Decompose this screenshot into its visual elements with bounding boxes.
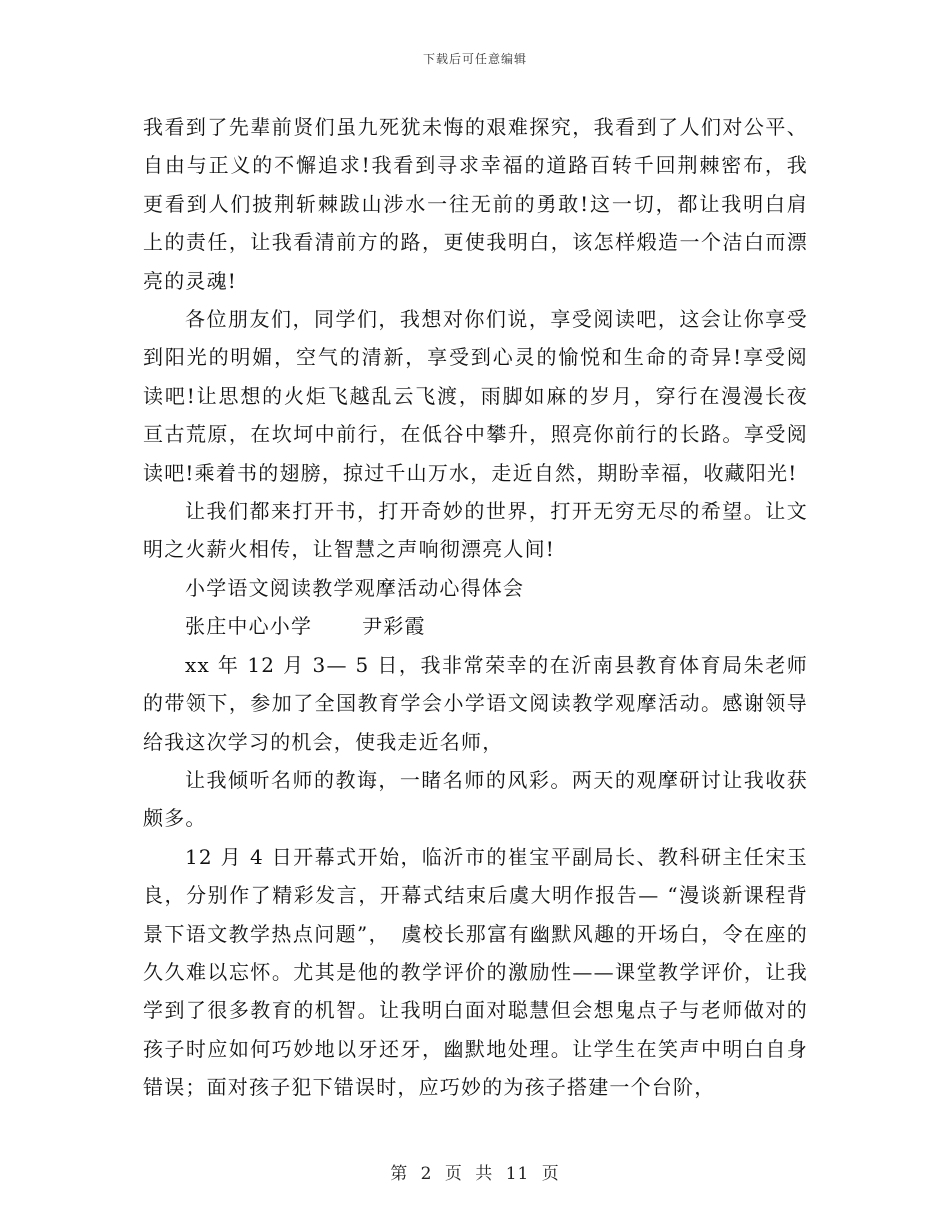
paragraph-event-intro: xx 年 12 月 3— 5 日，我非常荣幸的在沂南县教育体育局朱老师的带领下，参加了全国教育学会小学语文阅读教学观摩活动。感谢领导给我这次学习的机会，使我走近名师， xyxy=(143,652,808,754)
document-body xyxy=(143,108,808,1107)
paragraph-enjoy-reading: 各位朋友们，同学们，我想对你们说，享受阅读吧，这会让你享受到阳光的明媚，空气的清新，享受到心灵的愉悦和生命的奇异!享受阅读吧!让思想的火炬飞越乱云飞渡，雨脚如麻的岁月，穿行在漫漫长夜亘古荒原，在坎坷中前行，在低谷中攀升，照亮你前行的长路。享受阅读吧!乘着书的翅膀，掠过千山万水，走近自然，期盼幸福，收藏阳光! xyxy=(143,307,808,485)
paragraph-reflection: 我看到了先辈前贤们虽九死犹未悔的艰难探究，我看到了人们对公平、自由与正义的不懈追求!我看到寻求幸福的道路百转千回荆棘密布，我更看到人们披荆斩棘跋山涉水一往无前的勇敢!这一切，都让我明白肩上的责任，让我看清前方的路，更使我明白，该怎样煅造一个洁白而漂亮的灵魂! xyxy=(143,115,808,293)
paragraph-open-books: 让我们都来打开书，打开奇妙的世界，打开无穷无尽的希望。让文明之火薪火相传，让智慧之声响彻漂亮人间! xyxy=(143,499,808,562)
author-line: 张庄中心小学 尹彩霞 xyxy=(185,614,426,639)
section-title: 小学语文阅读教学观摩活动心得体会 xyxy=(185,575,525,600)
page-header: 下载后可任意编辑 xyxy=(422,52,527,66)
page-footer: 第 2 页 共 11 页 xyxy=(390,1164,560,1184)
paragraph-gains: 让我倾听名师的教诲，一睹名师的风彩。两天的观摩研讨让我收获颇多。 xyxy=(143,767,808,831)
paragraph-opening-ceremony: 12 月 4 日开幕式开始，临沂市的崔宝平副局长、教科研主任宋玉良，分别作了精彩发言，开幕式结束后虞大明作报告— “漫谈新课程背景下语文教学热点问题”， 虞校长那富有幽默风趣的开场白，令在座的久久难以忘怀。尤其是他的教学评价的激励性——课堂教学评价，让我学到了很多教育的机智。让我明白面对聪慧但会想鬼点子与老师做对的孩子时应如何巧妙地以牙还牙，幽默地处理。让学生在笑声中明白自身错误；面对孩子犯下错误时，应巧妙的为孩子搭建一个台阶， xyxy=(143,844,808,1100)
